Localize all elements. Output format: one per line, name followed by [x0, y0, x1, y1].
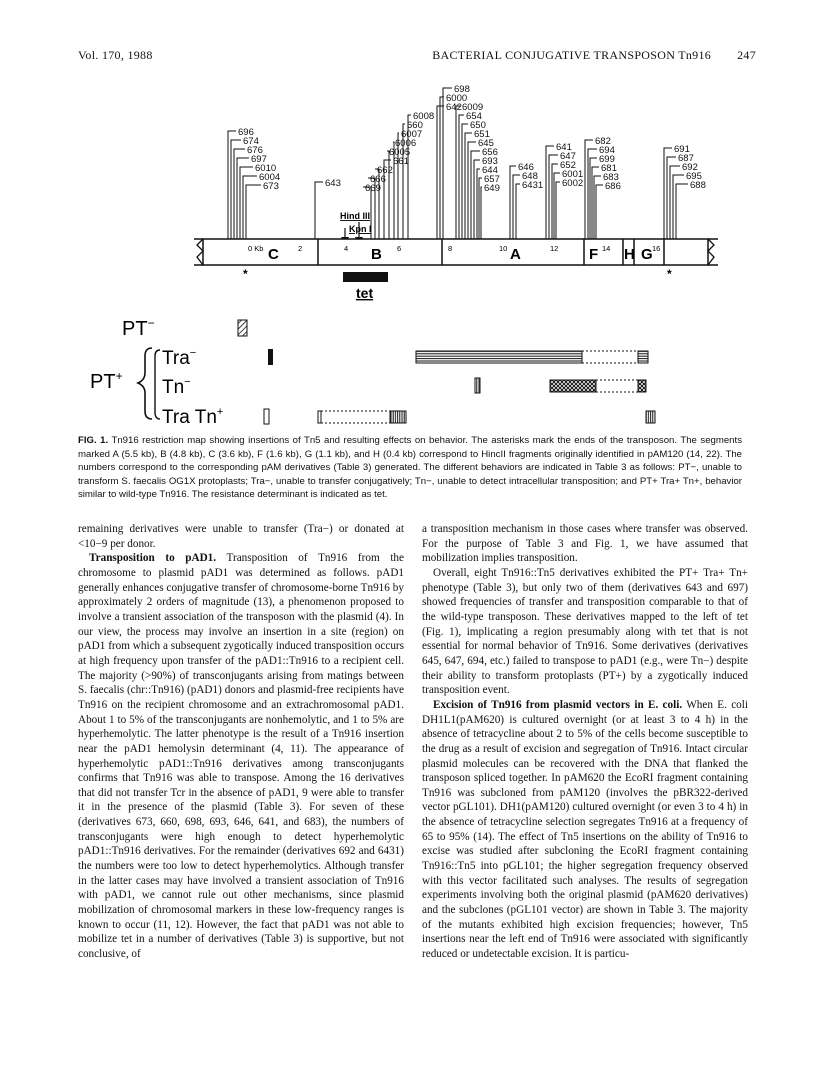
insertion-label: 641: [556, 142, 572, 153]
segment-label-a: A: [510, 246, 521, 263]
insertion-label: 686: [605, 181, 621, 192]
insertion-label: 652: [560, 160, 576, 171]
map-break-left: [197, 239, 203, 265]
tra-minus-region: [416, 351, 582, 363]
insertion-label: 694: [599, 145, 615, 156]
insertion-label: 649: [484, 183, 500, 194]
insertion-label: 676: [247, 145, 263, 156]
scale-label: 6: [397, 244, 402, 253]
phenotype-key: [90, 316, 655, 428]
tra-tn-plus-region-start: [318, 411, 321, 423]
segment-label-h: H: [624, 246, 635, 263]
insertion-label: 698: [454, 84, 470, 95]
insertion-label: 6006: [395, 138, 417, 149]
paragraph: [78, 551, 404, 961]
insertion-label: 648: [522, 171, 538, 182]
insertion-label: 6005: [389, 147, 411, 158]
tra-tn-plus-label: Tra Tn+: [162, 406, 224, 428]
insertion-label: 673: [263, 181, 279, 192]
insertion-label: 6002: [562, 178, 584, 189]
paragraph: [422, 698, 748, 962]
insertion-label: 654: [466, 111, 482, 122]
paragraph-text: Transposition of Tn916 from the chromosome to plasmid pAD1 was determined as follows. pAD1 generally enhances conjugative transfer of chromosome-borne Tn916 by approximately 2 orders of magnitude (13), a phenomenon proposed to involve a transient association of the transposon with the plasmid (4). In our view, the process may involve an insertion in a site (region) on pAD1 from which a subsequent zygotically induced transposition occurs at high frequency upon transfer of the pAD1::Tn916 to a recipient cell. The majority (>90%) of transconjugants arising from matings between S. faecalis (chr::Tn916) (pAD1) donors and plasmid-free recipients have Tn916 on the recipient chromosome and an extrachromosomal pAD1. About 1 to 5% of the transconjugants are nonhemolytic, and 1 to 5% are hyperhemolytic. The latter phenotype is the result of a Tn916 insertion near the pAD1 hemolysin determinant (4, 11). The appearance of hyperhemolytic pAD1::Tn916 derivatives among transconjugants confirms that Tn916 was able to transpose. Among the 16 derivatives that did not transfer Tcr in the absence of pAD1, 9 were able to transfer it in the presence of the plasmid (Table 3). For seven of these (derivatives 673, 660, 698, 693, 646, 641, and 683), the numbers of transconjugants were high enough to detect hyperhemolytic pAD1::Tn916 derivatives. For the remainder (derivatives 692 and 6431) the numbers were too low to detect hyperhemolytics. Although transfer in the latter cases may have involved a transient association of Tn916 with pAD1, we cannot rule out other mechanisms, since plasmid mobilization of chromosomal markers in these low-frequency ranges is known to occur (11, 12). However, the fact that pAD1 was not able to mobilize tet in a number of derivatives (Table 3) is supportive, but not conclusive, of: [78, 552, 404, 961]
scale-label: 4: [344, 244, 349, 253]
scale-label: 16: [652, 244, 661, 253]
tn-minus-mark: [475, 378, 480, 393]
pt-minus-label: PT−: [122, 316, 155, 340]
insertion-label: 6000: [446, 93, 468, 104]
insertion-label: 6001: [562, 169, 584, 180]
hindiii-site-label: Hind III: [340, 211, 370, 221]
insertion-label: 687: [678, 153, 694, 164]
section-heading: Excision of Tn916 from plasmid vectors in E. coli.: [433, 698, 683, 711]
segment-label-f: F: [589, 246, 599, 263]
insertion-label: 6008: [413, 111, 435, 122]
scale-label: 10: [499, 244, 508, 253]
insertion-label: 643: [325, 178, 341, 189]
insertion-label: 696: [238, 127, 254, 138]
insertion-label: 642: [446, 102, 462, 113]
insertion-label: 662: [377, 165, 393, 176]
insertion-label: 691: [674, 144, 690, 155]
scale-label: 12: [550, 244, 559, 253]
insertion-label: 674: [243, 136, 259, 147]
segment-label-b: B: [371, 246, 382, 263]
running-title: BACTERIAL CONJUGATIVE TRANSPOSON Tn916: [432, 48, 712, 62]
insertion-label: 645: [478, 138, 494, 149]
tra-tn-plus-mark: [264, 409, 269, 424]
pt-minus-mark: [238, 320, 247, 336]
map-bar: [194, 239, 718, 301]
tn-minus-region: [550, 380, 596, 392]
pt-plus-inner-brace: [155, 350, 160, 419]
insertion-label: 647: [560, 151, 576, 162]
tra-tn-plus-region: [390, 411, 406, 423]
insertion-label: 682: [595, 136, 611, 147]
tra-minus-mark: [268, 349, 273, 365]
insertion-label: 661: [393, 156, 409, 167]
insertion-label: 660: [407, 120, 423, 131]
tra-tn-plus-region: [646, 411, 655, 423]
scale-label: 8: [448, 244, 453, 253]
left-column: [78, 522, 404, 962]
segment-label-g: G: [641, 246, 653, 263]
page-number: 247: [737, 48, 756, 62]
insertion-label: 646: [518, 162, 534, 173]
pt-plus-label: PT+: [90, 369, 123, 393]
insertion-label: 6007: [401, 129, 423, 140]
section-heading: Transposition to pAD1.: [89, 552, 217, 565]
insertion-label: 656: [482, 147, 498, 158]
tn-minus-label: Tn−: [162, 376, 191, 398]
insertion-label: 669: [365, 183, 381, 194]
insertion-label: 695: [686, 171, 702, 182]
insertion-label: 6009: [462, 102, 484, 113]
kpni-site-label: Kpn I: [349, 224, 372, 234]
tra-minus-label: Tra−: [162, 347, 197, 369]
insertion-label: 688: [690, 180, 706, 191]
caption-label: FIG. 1.: [78, 435, 109, 446]
paragraph: remaining derivatives were unable to transfer (Tra−) or donated at <10−9 per donor.: [78, 523, 404, 550]
insertion-label: 699: [599, 154, 615, 165]
segment-label-c: C: [268, 246, 279, 263]
insertion-label: 681: [601, 163, 617, 174]
left-end-asterisk: *: [243, 267, 248, 281]
insertion-label: 657: [484, 174, 500, 185]
insertion-label: 6010: [255, 163, 277, 174]
tet-label: tet: [356, 285, 374, 301]
scale-label: 0 Kb: [248, 244, 264, 253]
tn-minus-region: [638, 380, 646, 392]
right-end-asterisk: *: [667, 267, 672, 281]
paragraph: Overall, eight Tn916::Tn5 derivatives exhibited the PT+ Tra+ Tn+ phenotype (Table 3), but only two of them (derivatives 643 and 697) showed frequencies of transfer and transposition comparable to that of the wild-type transposon. These derivatives mapped to the left of tet (Fig. 1), implicating a region presumably along with tet that is not essential for normal behavior of Tn916. Some derivatives (derivatives 645, 647, 694, etc.) failed to transpose to pAD1 (e.g., were Tn−) despite their ability to transform protoplasts (PT+) by a zygotically induced transposition event.: [422, 566, 748, 697]
insertion-label: 651: [474, 129, 490, 140]
insertion-label: 683: [603, 172, 619, 183]
map-break-right: [708, 239, 714, 265]
figure-1-restriction-map: [78, 70, 758, 430]
caption-text: Tn916 restriction map showing insertions of Tn5 and resulting effects on behavior. The asterisks mark the ends of the transposon. The segments marked A (5.5 kb), B (4.8 kb), C (3.6 kb), F (1.6 kb), G (1.1 kb), and H (0.4 kb) correspond to HincII fragments originally identified in pAM120 (14, 22). The numbers correspond to the corresponding pAM derivatives (Table 3) generated. The different behaviors are indicated in Table 3 as follows: PT−, unable to transform S. faecalis OG1X protoplasts; Tra−, unable to transfer conjugatively; Tn−, unable to detect intracellular transposition; and PT+ Tra+ Tn+, behavior similar to wild-type Tn916. The resistance determinant is indicated as tet.: [78, 435, 742, 501]
pt-plus-brace: [138, 348, 152, 419]
tet-resistance-bar: [343, 272, 388, 282]
paragraph-text: When E. coli DH1L1(pAM620) is cultured overnight (or at least 3 to 4 h) in the absence of tetracycline about 2 to 5% of the cells become susceptible to the drug as a result of excision and segregation of Tn916. Intact circular plasmid molecules can be recovered with the DNA that flanked the transposon spliced together. In pAM620 the EcoRI fragment containing Tn916 was subcloned from pAM120 (involves the pBR322-derived vector pGL101). DH1(pAM120) cultured overnight (or even 3 to 4 h) in the absence of tetracycline selection segregates Tn916 at a frequency of 65 to 95% (14). The effect of Tn5 insertions on the ability of Tn916 to excise was studied after subcloning the EcoRI fragment containing Tn916::Tn5 into pGL101; the higher segregation frequency observed with this vector facilitated such analyses. The results of segregation experiments involving both the original plasmid (pAM620 derivatives) and the subclones (pGL101 vector) are shown in Table 3. The majority of the mutants exhibited high excision frequencies; however, Tn5 insertions near the left end of Tn916 were associated with significantly reduced or undetectable excision. It is particu-: [422, 698, 748, 961]
running-header: [432, 48, 756, 63]
insertion-label: 6004: [259, 172, 281, 183]
insertion-labels: [238, 84, 706, 194]
insertion-label: 6431: [522, 180, 544, 191]
journal-volume: Vol. 170, 1988: [78, 48, 153, 62]
insertion-label: 692: [682, 162, 698, 173]
insertion-label: 693: [482, 156, 498, 167]
scale-label: 14: [602, 244, 611, 253]
paragraph: a transposition mechanism in those cases where transfer was observed. For the purpose of Table 3 and Fig. 1, we have assumed that mobilization implies transposition.: [422, 523, 748, 565]
insertion-label: 650: [470, 120, 486, 131]
insertion-label: 644: [482, 165, 498, 176]
insertion-label: 697: [251, 154, 267, 165]
insertion-label: 666: [370, 174, 386, 185]
figure-caption: [78, 434, 742, 502]
scale-label: 2: [298, 244, 303, 253]
right-column: [422, 522, 748, 962]
tra-minus-region: [638, 351, 648, 363]
